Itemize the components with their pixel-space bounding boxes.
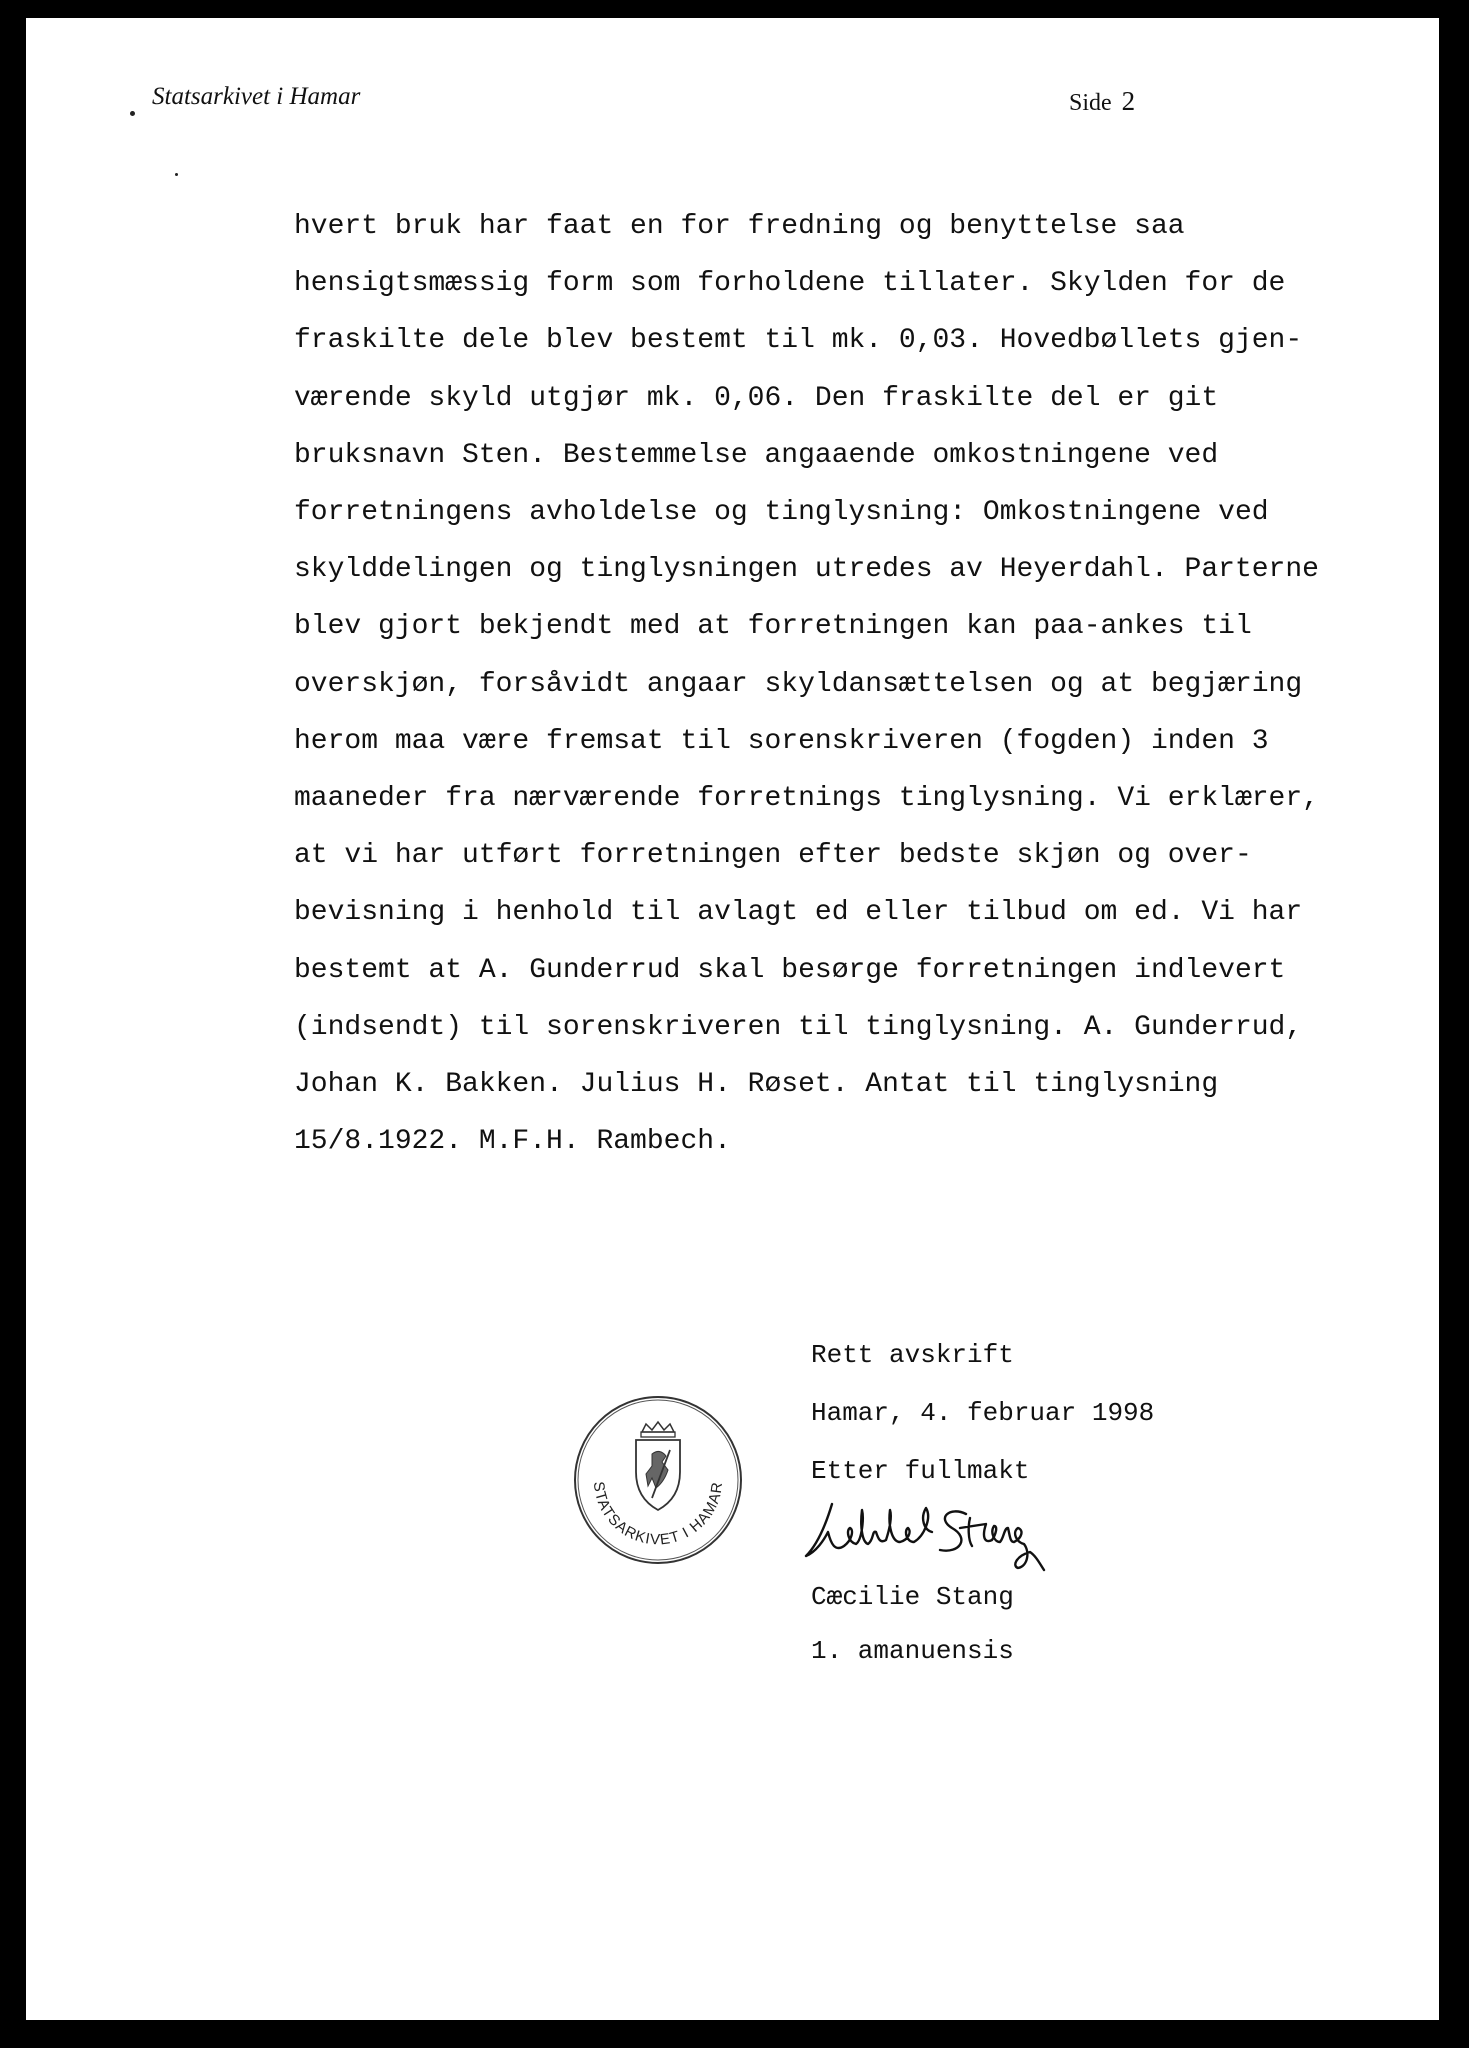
page-label: Side bbox=[1069, 90, 1112, 116]
body-line: værende skyld utgjør mk. 0,06. Den fraskilte del er git bbox=[294, 382, 1219, 414]
signatory-title: 1. amanuensis bbox=[811, 1636, 1014, 1666]
archive-seal bbox=[572, 1394, 744, 1566]
body-line: Johan K. Bakken. Julius H. Røset. Antat til tinglysning bbox=[294, 1069, 1219, 1101]
handwritten-signature bbox=[800, 1496, 1060, 1578]
body-line: fraskilte dele blev bestemt til mk. 0,03. Hovedbøllets gjen- bbox=[294, 325, 1303, 357]
certification-text: Rett avskrift bbox=[811, 1340, 1014, 1370]
body-line: herom maa være fremsat til sorenskriveren (fogden) inden 3 bbox=[294, 725, 1269, 757]
body-line: maaneder fra nærværende forretnings tinglysning. Vi erklærer, bbox=[294, 783, 1319, 815]
place-date: Hamar, 4. februar 1998 bbox=[811, 1398, 1155, 1428]
page-number-value: 2 bbox=[1121, 86, 1136, 116]
body-line: overskjøn, forsåvidt angaar skyldansættelsen og at begjæring bbox=[294, 668, 1303, 700]
coat-of-arms-icon bbox=[636, 1422, 680, 1510]
body-line: (indsendt) til sorenskriveren til tinglysning. A. Gunderrud, bbox=[294, 1011, 1303, 1043]
body-line: forretningens avholdelse og tinglysning: Omkostningene ved bbox=[294, 497, 1269, 529]
scan-speck bbox=[130, 111, 135, 116]
transcript-body bbox=[294, 198, 1319, 1170]
body-line: bestemt at A. Gunderrud skal besørge forretningen indlevert bbox=[294, 954, 1286, 986]
document-page bbox=[26, 18, 1439, 2020]
body-line: hvert bruk har faat en for fredning og benyttelse saa bbox=[294, 211, 1185, 242]
body-line: skylddelingen og tinglysningen utredes av Heyerdahl. Parterne bbox=[294, 554, 1319, 586]
seal-text: STATSARKIVET I HAMAR bbox=[589, 1480, 727, 1549]
signatory-name: Cæcilie Stang bbox=[811, 1582, 1014, 1612]
body-line: 15/8.1922. M.F.H. Rambech. bbox=[294, 1126, 731, 1158]
body-line: blev gjort bekjendt med at forretningen kan paa-ankes til bbox=[294, 611, 1252, 643]
page-number bbox=[1069, 86, 1135, 117]
body-line: hensigtsmæssig form som forholdene tillater. Skylden for de bbox=[294, 268, 1286, 300]
archive-name: Statsarkivet i Hamar bbox=[152, 83, 361, 110]
body-line: at vi har utført forretningen efter bedste skjøn og over- bbox=[294, 840, 1252, 872]
svg-text:STATSARKIVET I HAMAR bbox=[590, 1481, 726, 1549]
authority-text: Etter fullmakt bbox=[811, 1456, 1030, 1486]
body-line: bevisning i henhold til avlagt ed eller tilbud om ed. Vi har bbox=[294, 897, 1303, 929]
body-line: bruksnavn Sten. Bestemmelse angaaende omkostningene ved bbox=[294, 439, 1219, 471]
scan-speck bbox=[175, 173, 178, 176]
